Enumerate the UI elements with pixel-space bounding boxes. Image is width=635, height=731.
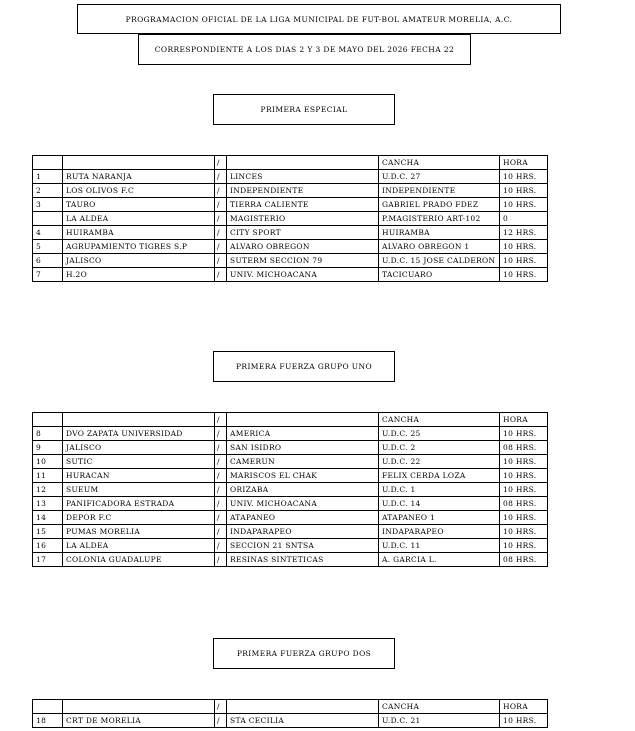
- table-header-row: [33, 156, 548, 170]
- table-row: [33, 198, 548, 212]
- hora: 12 HRS.: [500, 226, 548, 240]
- hora: 10 HRS.: [500, 714, 548, 728]
- table-row: [33, 212, 548, 226]
- table-body: [33, 700, 548, 728]
- home-team: LOS OLIVOS F.C: [63, 184, 215, 198]
- vs-separator: /: [215, 240, 227, 254]
- cancha: A. GARCIA L.: [379, 553, 500, 567]
- vs-separator: /: [215, 539, 227, 553]
- header-cell-number: [33, 413, 63, 427]
- header-cell-separator: /: [215, 413, 227, 427]
- vs-separator: /: [215, 511, 227, 525]
- table-row: [33, 525, 548, 539]
- section-title-primera-especial: PRIMERA ESPECIAL: [213, 94, 395, 125]
- away-team: ATAPANEO: [227, 511, 379, 525]
- vs-separator: /: [215, 254, 227, 268]
- header-cell-home: [63, 156, 215, 170]
- cancha: U.D.C. 1: [379, 483, 500, 497]
- table-row: [33, 714, 548, 728]
- hora: 10 HRS.: [500, 198, 548, 212]
- home-team: DEPOR F.C: [63, 511, 215, 525]
- cancha: INDAPARAPEO: [379, 525, 500, 539]
- home-team: PUMAS MORELIA: [63, 525, 215, 539]
- match-number: 4: [33, 226, 63, 240]
- header-cell-separator: /: [215, 700, 227, 714]
- hora: 10 HRS.: [500, 511, 548, 525]
- home-team: DVO ZAPATA UNIVERSIDAD: [63, 427, 215, 441]
- table-row: [33, 455, 548, 469]
- cancha: ATAPANEO 1: [379, 511, 500, 525]
- match-number: 15: [33, 525, 63, 539]
- match-number: 5: [33, 240, 63, 254]
- away-team: CITY SPORT: [227, 226, 379, 240]
- home-team: JALISCO: [63, 254, 215, 268]
- section-title-primera-fuerza-grupo-uno: PRIMERA FUERZA GRUPO UNO: [213, 351, 395, 382]
- cancha: U.D.C. 11: [379, 539, 500, 553]
- match-number: 9: [33, 441, 63, 455]
- away-team: CAMERUN: [227, 455, 379, 469]
- document-subtitle: CORRESPONDIENTE A LOS DIAS 2 Y 3 DE MAYO DEL 2026 FECHA 22: [138, 34, 471, 65]
- hora: 10 HRS.: [500, 469, 548, 483]
- table-row: [33, 240, 548, 254]
- home-team: HUIRAMBA: [63, 226, 215, 240]
- match-number: 18: [33, 714, 63, 728]
- match-number: 3: [33, 198, 63, 212]
- hora: 10 HRS.: [500, 483, 548, 497]
- table-row: [33, 170, 548, 184]
- home-team: LA ALDEA: [63, 539, 215, 553]
- away-team: SUTERM SECCION 79: [227, 254, 379, 268]
- home-team: AGRUPAMIENTO TIGRES S.P: [63, 240, 215, 254]
- away-team: STA CECILIA: [227, 714, 379, 728]
- away-team: INDAPARAPEO: [227, 525, 379, 539]
- hora: 10 HRS.: [500, 254, 548, 268]
- match-number: 11: [33, 469, 63, 483]
- match-number: 7: [33, 268, 63, 282]
- match-number: 16: [33, 539, 63, 553]
- away-team: UNIV. MICHOACANA: [227, 268, 379, 282]
- table-row: [33, 441, 548, 455]
- away-team: TIERRA CALIENTE: [227, 198, 379, 212]
- cancha: U.D.C. 15 JOSE CALDERON: [379, 254, 500, 268]
- schedule-table-primera-especial: [32, 155, 548, 282]
- match-number: 13: [33, 497, 63, 511]
- away-team: UNIV. MICHOACANA: [227, 497, 379, 511]
- vs-separator: /: [215, 170, 227, 184]
- cancha: U.D.C. 2: [379, 441, 500, 455]
- header-cell-number: [33, 700, 63, 714]
- table-header-row: [33, 700, 548, 714]
- match-number: 1: [33, 170, 63, 184]
- cancha: P.MAGISTERIO ART-102: [379, 212, 500, 226]
- match-number: 12: [33, 483, 63, 497]
- match-number: 14: [33, 511, 63, 525]
- vs-separator: /: [215, 198, 227, 212]
- header-cell-number: [33, 156, 63, 170]
- hora: 0: [500, 212, 548, 226]
- header-cell-away: [227, 700, 379, 714]
- document-title: PROGRAMACION OFICIAL DE LA LIGA MUNICIPAL DE FUT-BOL AMATEUR MORELIA, A.C.: [77, 4, 561, 34]
- table-row: [33, 184, 548, 198]
- away-team: AMERICA: [227, 427, 379, 441]
- header-cell-away: [227, 156, 379, 170]
- away-team: MARISCOS EL CHAK: [227, 469, 379, 483]
- home-team: SUEUM: [63, 483, 215, 497]
- away-team: SECCION 21 SNTSA: [227, 539, 379, 553]
- hora: 08 HRS.: [500, 497, 548, 511]
- section-title-primera-fuerza-grupo-dos: PRIMERA FUERZA GRUPO DOS: [213, 638, 395, 669]
- table-row: [33, 553, 548, 567]
- table-row: [33, 427, 548, 441]
- header-cell-home: [63, 700, 215, 714]
- away-team: LINCES: [227, 170, 379, 184]
- vs-separator: /: [215, 268, 227, 282]
- header-cell-home: [63, 413, 215, 427]
- vs-separator: /: [215, 525, 227, 539]
- home-team: PANIFICADORA ESTRADA: [63, 497, 215, 511]
- home-team: CRT DE MORELIA: [63, 714, 215, 728]
- home-team: LA ALDEA: [63, 212, 215, 226]
- table-row: [33, 268, 548, 282]
- hora: 08 HRS.: [500, 441, 548, 455]
- cancha: INDEPENDIENTE: [379, 184, 500, 198]
- header-cell-hora: HORA: [500, 413, 548, 427]
- vs-separator: /: [215, 226, 227, 240]
- vs-separator: /: [215, 441, 227, 455]
- hora: 10 HRS.: [500, 539, 548, 553]
- cancha: TACICUARO: [379, 268, 500, 282]
- hora: 10 HRS.: [500, 240, 548, 254]
- table-row: [33, 511, 548, 525]
- table-row: [33, 469, 548, 483]
- vs-separator: /: [215, 184, 227, 198]
- hora: 10 HRS.: [500, 525, 548, 539]
- vs-separator: /: [215, 497, 227, 511]
- match-number: 2: [33, 184, 63, 198]
- hora: 10 HRS.: [500, 268, 548, 282]
- vs-separator: /: [215, 714, 227, 728]
- cancha: GABRIEL PRADO FDEZ: [379, 198, 500, 212]
- vs-separator: /: [215, 469, 227, 483]
- table-body: [33, 413, 548, 567]
- header-cell-cancha: CANCHA: [379, 413, 500, 427]
- table-header-row: [33, 413, 548, 427]
- table-row: [33, 226, 548, 240]
- hora: 08 HRS.: [500, 553, 548, 567]
- cancha: U.D.C. 14: [379, 497, 500, 511]
- cancha: HUIRAMBA: [379, 226, 500, 240]
- away-team: MAGISTERIO: [227, 212, 379, 226]
- header-cell-hora: HORA: [500, 156, 548, 170]
- home-team: COLONIA GUADALUPE: [63, 553, 215, 567]
- table-body: [33, 156, 548, 282]
- match-number: 8: [33, 427, 63, 441]
- away-team: INDEPENDIENTE: [227, 184, 379, 198]
- header-cell-separator: /: [215, 156, 227, 170]
- cancha: U.D.C. 22: [379, 455, 500, 469]
- away-team: RESINAS SINTETICAS: [227, 553, 379, 567]
- away-team: ALVARO OBREGON: [227, 240, 379, 254]
- vs-separator: /: [215, 455, 227, 469]
- cancha: U.D.C. 25: [379, 427, 500, 441]
- home-team: SUTIC: [63, 455, 215, 469]
- home-team: HURACAN: [63, 469, 215, 483]
- home-team: H.2O: [63, 268, 215, 282]
- cancha: U.D.C. 21: [379, 714, 500, 728]
- table-row: [33, 483, 548, 497]
- table-row: [33, 497, 548, 511]
- cancha: ALVARO OBREGON 1: [379, 240, 500, 254]
- home-team: RUTA NARANJA: [63, 170, 215, 184]
- home-team: TAURO: [63, 198, 215, 212]
- header-cell-away: [227, 413, 379, 427]
- match-number: 10: [33, 455, 63, 469]
- vs-separator: /: [215, 483, 227, 497]
- hora: 10 HRS.: [500, 455, 548, 469]
- away-team: ORIZABA: [227, 483, 379, 497]
- cancha: U.D.C. 27: [379, 170, 500, 184]
- match-number: 6: [33, 254, 63, 268]
- vs-separator: /: [215, 212, 227, 226]
- table-row: [33, 254, 548, 268]
- header-cell-hora: HORA: [500, 700, 548, 714]
- home-team: JALISCO: [63, 441, 215, 455]
- header-cell-cancha: CANCHA: [379, 700, 500, 714]
- hora: 10 HRS.: [500, 170, 548, 184]
- vs-separator: /: [215, 553, 227, 567]
- match-number: 17: [33, 553, 63, 567]
- schedule-table-primera-fuerza-grupo-uno: [32, 412, 548, 567]
- hora: 10 HRS.: [500, 184, 548, 198]
- header-cell-cancha: CANCHA: [379, 156, 500, 170]
- match-number: [33, 212, 63, 226]
- vs-separator: /: [215, 427, 227, 441]
- hora: 10 HRS.: [500, 427, 548, 441]
- away-team: SAN ISIDRO: [227, 441, 379, 455]
- table-row: [33, 539, 548, 553]
- schedule-table-primera-fuerza-grupo-dos: [32, 699, 548, 728]
- cancha: FELIX CERDA LOZA: [379, 469, 500, 483]
